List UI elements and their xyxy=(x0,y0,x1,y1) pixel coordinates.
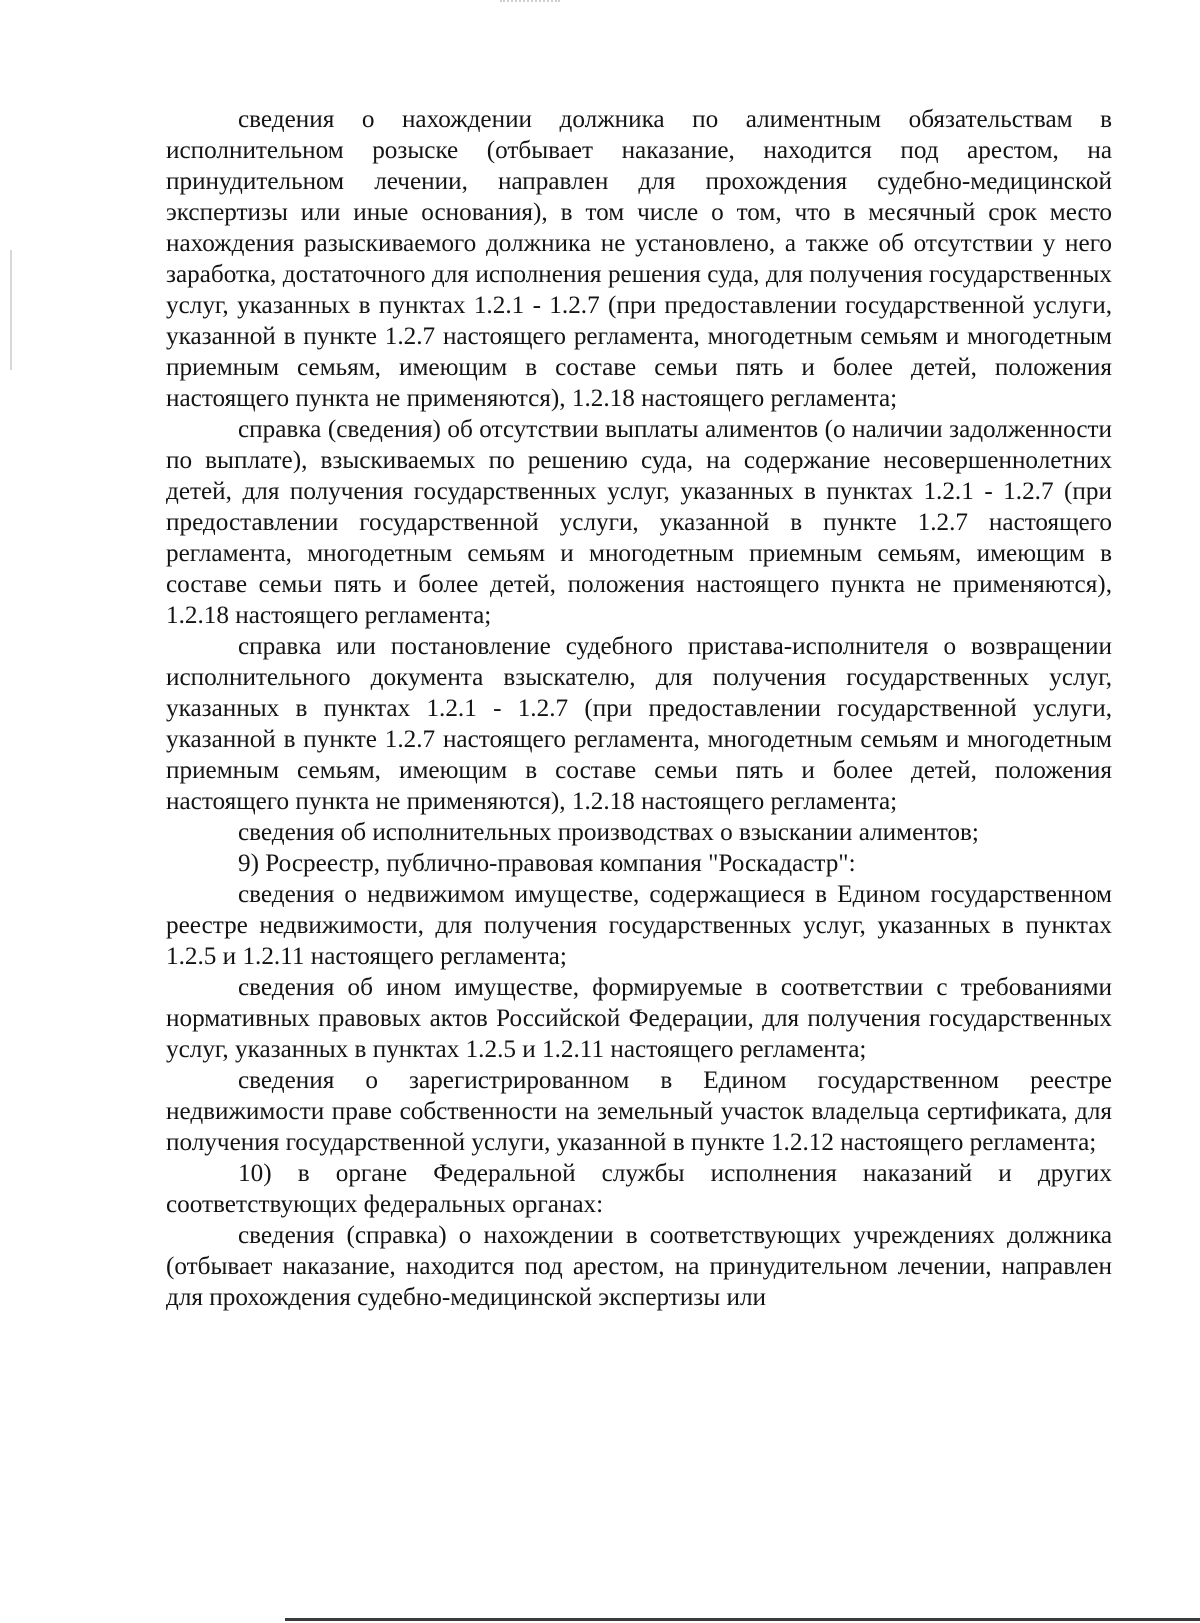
scan-artifact-top xyxy=(500,0,560,4)
paragraph-real-estate-info: сведения о недвижимом имуществе, содержащиеся в Едином государственном реестре недвижимости, для получения государственных услуг, указанных в пунктах 1.2.5 и 1.2.11 настоящего регламента; xyxy=(166,881,1112,970)
document-body xyxy=(166,104,1112,1313)
paragraph-bailiff-resolution: справка или постановление судебного пристава-исполнителя о возвращении исполнительного документа взыскателю, для получения государственных услуг, указанных в пунктах 1.2.1 - 1.2.7 (при предоставлении государственной услуги, указанной в пункте 1.2.7 настоящего регламента, многодетным семьям и многодетным приемным семьям, имеющим в составе семьи пять и более детей, положения настоящего пункта не применяются), 1.2.18 настоящего регламента; xyxy=(166,633,1112,815)
paragraph-enforcement-proceedings: сведения об исполнительных производствах о взыскании алиментов; xyxy=(238,819,979,846)
paragraph-land-ownership-info: сведения о зарегистрированном в Едином государственном реестре недвижимости праве собственности на земельный участок владельца сертификата, для получения государственной услуги, указанной в пункте 1.2.12 настоящего регламента; xyxy=(166,1067,1112,1156)
paragraph-rosreestr-heading: 9) Росреестр, публично-правовая компания "Роскадастр": xyxy=(238,850,856,877)
scan-artifact-left xyxy=(10,250,12,370)
paragraph-fsin-heading: 10) в органе Федеральной службы исполнения наказаний и других соответствующих федеральных органах: xyxy=(166,1160,1112,1218)
paragraph-alimony-nonpayment-certificate: справка (сведения) об отсутствии выплаты алиментов (о наличии задолженности по выплате), взыскиваемых по решению суда, на содержание несовершеннолетних детей, для получения государственных услуг, указанных в пунктах 1.2.1 - 1.2.7 (при предоставлении государственной услуги, указанной в пункте 1.2.7 настоящего регламента, многодетным семьям и многодетным приемным семьям, имеющим в составе семьи пять и более детей, положения настоящего пункта не применяются), 1.2.18 настоящего регламента; xyxy=(166,416,1112,629)
paragraph-other-property-info: сведения об ином имуществе, формируемые в соответствии с требованиями нормативных правовых актов Российской Федерации, для получения государственных услуг, указанных в пунктах 1.2.5 и 1.2.11 настоящего регламента; xyxy=(166,974,1112,1063)
paragraph-debtor-search-info: сведения о нахождении должника по алиментным обязательствам в исполнительном розыске (отбывает наказание, находится под арестом, на принудительном лечении, направлен для прохождения судебно-медицинской экспертизы или иные основания), в том числе о том, что в месячный срок место нахождения разыскиваемого должника не установлено, а также об отсутствии у него заработка, достаточного для исполнения решения суда, для получения государственных услуг, указанных в пунктах 1.2.1 - 1.2.7 (при предоставлении государственной услуги, указанной в пункте 1.2.7 настоящего регламента, многодетным семьям и многодетным приемным семьям, имеющим в составе семьи пять и более детей, положения настоящего пункта не применяются), 1.2.18 настоящего регламента; xyxy=(166,106,1112,412)
paragraph-institution-stay-info: сведения (справка) о нахождении в соответствующих учреждениях должника (отбывает наказание, находится под арестом, на принудительном лечении, направлен для прохождения судебно-медицинской экспертизы или xyxy=(166,1222,1112,1311)
scan-artifact-bottom xyxy=(285,1618,1200,1621)
